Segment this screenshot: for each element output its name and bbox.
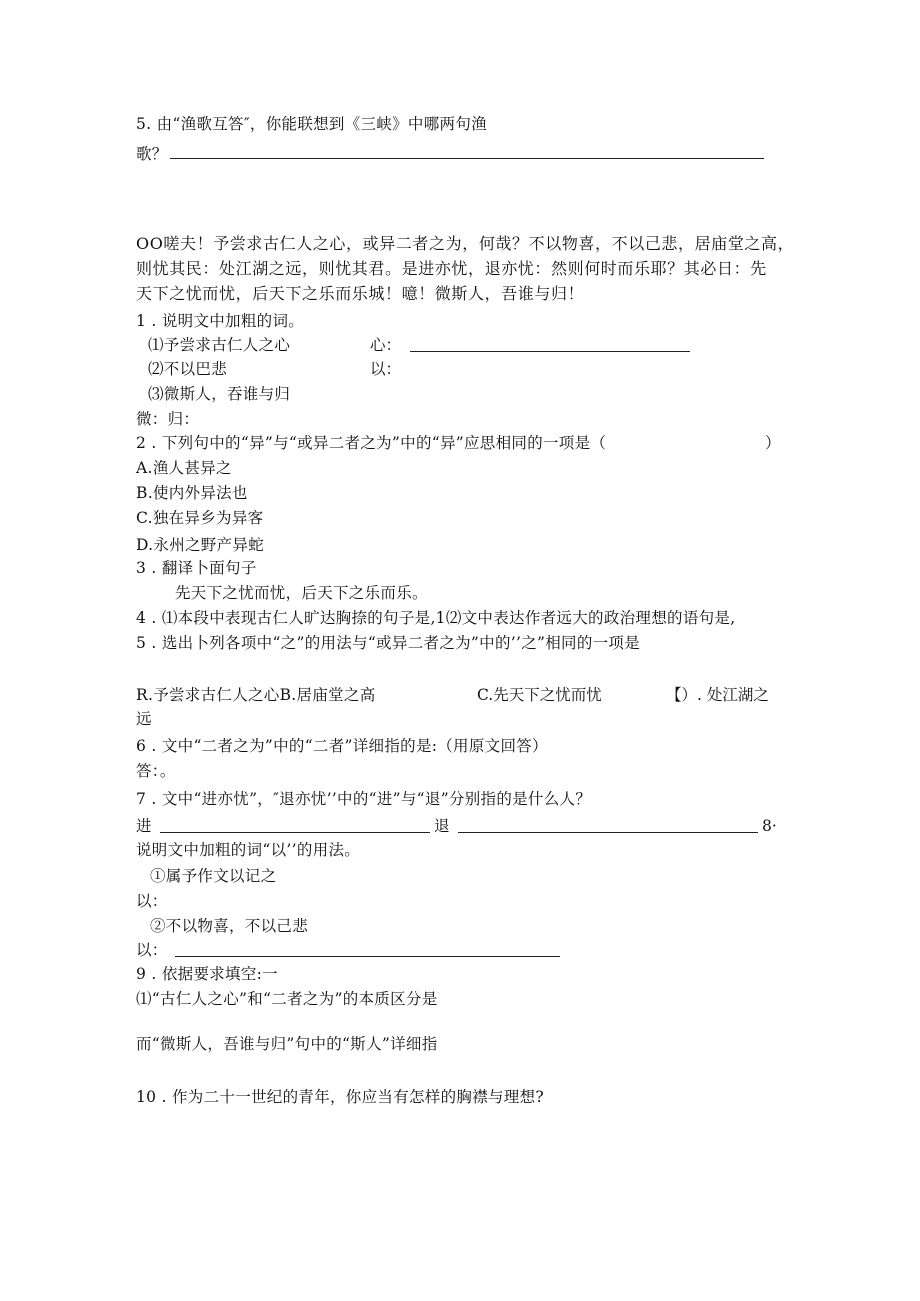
question-7-jin-label: 进	[136, 817, 152, 835]
question-3: 3 . 翻译卜面句子	[136, 559, 257, 577]
question-5-option-d: 【）. 处江湖之	[666, 686, 769, 704]
passage-line1: OO嗟夫！予尝求古仁人之心，或异二者之为，何哉？不以物喜，不以己悲，居庙堂之高，	[136, 234, 795, 253]
answer-line-q7-jin	[160, 832, 430, 833]
passage-line3: 天下之忧而忧，后天下之乐而乐城！噫！微斯人，吾谁与归！	[136, 284, 585, 303]
question-5-top-line2: 歌？	[136, 145, 168, 163]
question-2-option-c: C.独在异乡为异客	[136, 509, 264, 527]
question-7-tui-label: 退	[434, 817, 450, 835]
question-1-b: ⑵不以巴悲	[148, 360, 228, 378]
question-5-option-ab: R.予尝求古仁人之心B.居庙堂之高	[136, 686, 376, 704]
answer-line-q8-b	[175, 956, 560, 957]
passage-line2: 则忧其民：处江湖之远，则忧其君。是进亦忧，退亦忧：然则何时而乐耶？其必日：先	[136, 259, 767, 278]
question-8-number: 8·	[762, 817, 777, 835]
question-2-option-d: D.永州之野产异蛇	[136, 536, 265, 554]
question-8: 说明文中加粗的词“以’’的用法。	[136, 841, 361, 859]
question-9-b: 而“微斯人，吾谁与归”句中的“斯人”详细指	[136, 1035, 438, 1053]
question-5-option-c: C.先天下之忧而忧	[477, 686, 602, 704]
answer-line-q5-top	[170, 158, 764, 159]
question-6-answer: 答：。	[136, 762, 176, 780]
question-1: 1 . 说明文中加粗的词。	[136, 312, 305, 330]
question-5-option-d-cont: 远	[136, 710, 152, 728]
question-2-paren: ）	[765, 434, 781, 452]
question-4: 4 . ⑴本段中表现古仁人旷达胸捺的句子是,1⑵文中表达作者远大的政治理想的语句是,	[136, 609, 736, 627]
question-8-b-key: 以：	[136, 941, 168, 959]
question-1-a-key: 心：	[370, 336, 402, 354]
question-1-a: ⑴予尝求古仁人之心	[148, 336, 291, 354]
question-1-c: ⑶微斯人，吞谁与归	[148, 385, 291, 403]
answer-line-q1-a	[410, 351, 690, 352]
question-10: 10 . 作为二十一世纪的青年，你应当有怎样的胸襟与理想?	[136, 1088, 545, 1106]
question-8-b: ②不以物喜，不以己悲	[150, 917, 309, 935]
question-8-a: ①属予作文以记之	[150, 867, 277, 885]
question-3-sentence: 先天下之忧而忧，后天下之乐而乐。	[175, 584, 428, 602]
question-1-c-key: 微：归：	[136, 410, 200, 428]
question-2-option-b: B.使内外异法也	[136, 484, 248, 502]
answer-line-q7-tui	[458, 832, 758, 833]
question-5-top-line1: 5. 由“渔歌互答″，你能联想到《三峡》中哪两句渔	[136, 115, 487, 133]
question-9-a: ⑴“古仁人之心”和“二者之为”的本质区分是	[136, 990, 438, 1008]
question-5: 5 . 选出卜列各项中“之”的用法与“或异二者之为”中的’’之”相同的一项是	[136, 634, 641, 652]
question-1-b-key: 以：	[370, 360, 402, 378]
question-6: 6 . 文中“二者之为”中的“二者”详细指的是:（用原文回答）	[136, 737, 548, 755]
question-2: 2 . 下列句中的“异”与“或异二者之为”中的“异”应思相同的一项是（	[136, 434, 607, 452]
question-9: 9 . 依据要求填空:一	[136, 965, 278, 983]
question-7: 7 . 文中“进亦忧”，″退亦忧’’中的“进”与“退”分别指的是什么人？	[136, 790, 592, 808]
question-8-a-key: 以：	[136, 892, 168, 910]
question-2-option-a: A.渔人甚异之	[136, 459, 232, 477]
